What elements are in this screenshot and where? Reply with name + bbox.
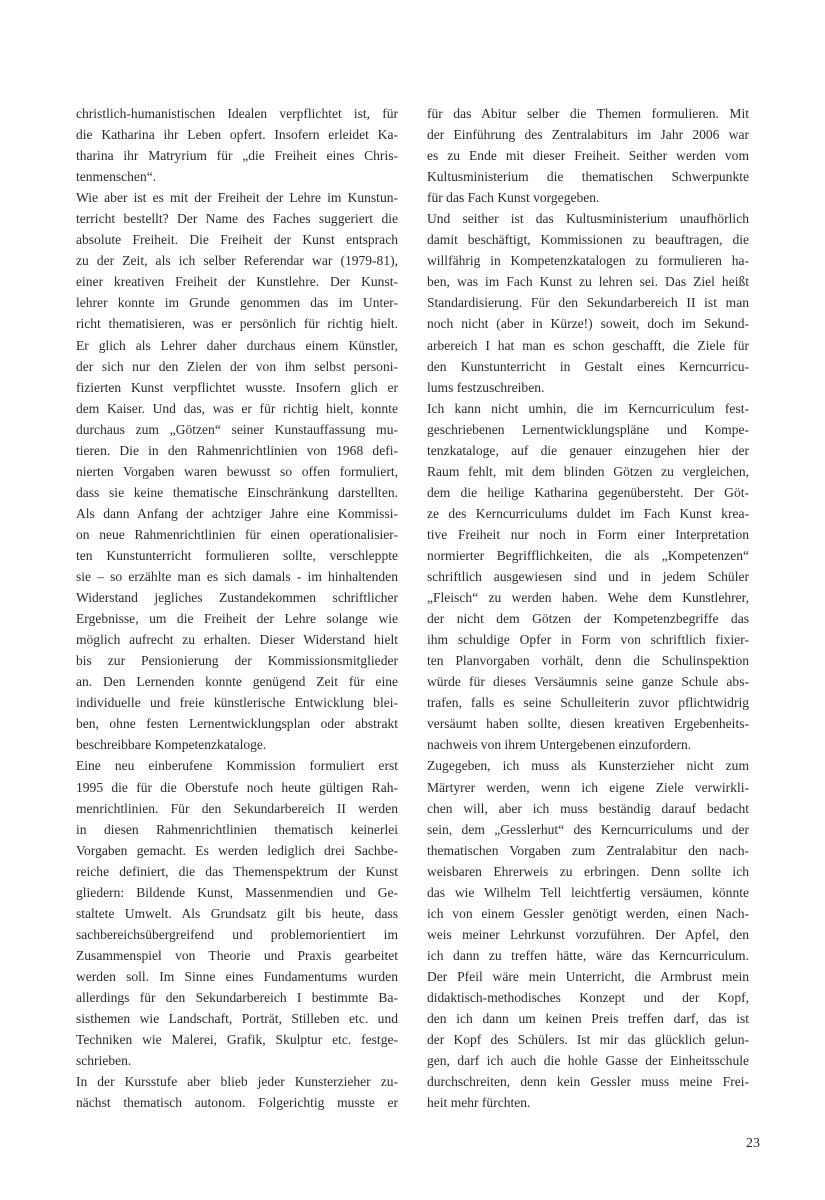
text-line: sachbereichsübergreifend und problemorientiert im: [76, 926, 398, 942]
text-line: gen, darf ich auch die hohle Gasse der Einheitsschule: [427, 1053, 749, 1069]
text-line: Als dann Anfang der achtziger Jahre eine Kommissi-: [76, 505, 398, 521]
text-line: lehrer konnte im Grunde genommen das im Unter-: [76, 295, 398, 311]
text-line: in diesen Rahmenrichtlinien thematisch keinerlei: [76, 821, 398, 837]
text-line: der Einführung des Zentralabiturs im Jahr 2006 war: [427, 127, 749, 143]
text-line: arbereich I hat man es schon geschafft, die Ziele für: [427, 337, 749, 353]
text-line: normierter Begrifflichkeiten, die als „Kompetenzen“: [427, 547, 749, 563]
text-line: beschreibbare Kompetenzkataloge.: [76, 737, 267, 753]
text-line: den ich dann um keinen Preis treffen darf, das ist: [427, 1011, 749, 1027]
text-line: Und seither ist das Kultusministerium unaufhörlich: [427, 211, 749, 227]
text-line: tieren. Die in den Rahmenrichtlinien von 1968 defi-: [76, 442, 398, 458]
text-line: sie – so erzählte man es sich damals - im hinhaltenden: [76, 569, 398, 585]
text-line: Kultusministerium die thematischen Schwerpunkte: [427, 169, 749, 185]
text-line: zu der Zeit, als ich selber Referendar war (1979-81),: [76, 253, 398, 269]
text-line: staltete Umwelt. Als Grundsatz gilt bis heute, dass: [76, 905, 398, 921]
text-line: Techniken wie Malerei, Grafik, Skulptur etc. festge-: [76, 1032, 398, 1048]
text-line: dass sie keine thematische Einschränkung darstellten.: [76, 484, 398, 500]
text-line: on neue Rahmenrichtlinien für einen operationalisier-: [76, 526, 398, 542]
text-line: Märtyrer werden, wenn ich eigene Ziele verwirkli-: [427, 779, 749, 795]
text-line: richt thematisieren, was er persönlich für richtig hielt.: [76, 316, 398, 332]
text-line: möglich aufrecht zu erhalten. Dieser Widerstand hielt: [76, 632, 398, 648]
text-line: Ich kann nicht umhin, die im Kerncurriculum fest-: [427, 400, 749, 416]
text-line: christlich-humanistischen Idealen verpflichtet ist, für: [76, 106, 398, 121]
text-line: durchschreiten, denn kein Gessler muss meine Frei-: [427, 1074, 749, 1090]
text-line: sein, dem „Gesslerhut“ des Kerncurriculums und der: [427, 821, 749, 837]
text-line: thematischen Vorgaben zum Zentralabitur den nach-: [427, 842, 749, 858]
text-line: dem Kaiser. Und das, was er für richtig hielt, konnte: [76, 400, 398, 416]
text-line: fizierten Kunst verpflichtet wusste. Insofern glich er: [76, 379, 398, 395]
text-line: nachweis von ihrem Untergebenen einzufordern.: [427, 737, 692, 753]
text-line: die Katharina ihr Leben opfert. Insofern erleidet Ka-: [76, 127, 398, 143]
text-line: der Kopf des Schülers. Ist mir das glücklich gelun-: [427, 1032, 749, 1048]
text-line: allerdings für den Sekundarbereich I bestimmte Ba-: [76, 989, 398, 1005]
text-line: willfährig in Kompetenzkatalogen zu formulieren ha-: [427, 253, 749, 269]
text-line: sisthemen wie Landschaft, Porträt, Stilleben etc. und: [76, 1011, 398, 1027]
text-line: lums festzuschreiben.: [427, 379, 545, 395]
text-line: chen will, aber ich muss beständig darauf bedacht: [427, 800, 749, 816]
text-line: damit beschäftigt, Kommissionen zu beauftragen, die: [427, 232, 749, 248]
text-line: gliedern: Bildende Kunst, Massenmendien und Ge-: [76, 884, 398, 900]
text-line: „Fleisch“ zu werden haben. Wehe dem Kunstlehrer,: [427, 590, 749, 606]
text-line: würde für dieses Versäumnis seine ganze Schule abs-: [427, 674, 749, 690]
text-line: für das Fach Kunst vorgegeben.: [427, 190, 600, 206]
text-line: reiche definiert, die das Themenspektrum der Kunst: [76, 863, 398, 879]
text-line: ten Planvorgaben vorhält, denn die Schulinspektion: [427, 653, 749, 669]
text-line: tenzkataloge, auf die genauer einzugehen hier der: [427, 442, 749, 458]
text-line: bis zur Pensionierung der Kommissionsmitglieder: [76, 653, 398, 669]
text-line: der sich nur den Zielen der von ihm selbst personi-: [76, 358, 398, 374]
text-line: ben, ohne festen Lernentwicklungsplan oder abstrakt: [76, 716, 398, 732]
text-line: das wie Wilhelm Tell leichtfertig versäumen, könnte: [427, 884, 749, 900]
text-line: heit mehr fürchten.: [427, 1095, 531, 1111]
text-line: ten Kunstunterricht formulieren sollte, verschleppte: [76, 547, 398, 563]
text-line: geschriebenen Lernentwicklungspläne und Kompe-: [427, 421, 749, 437]
text-line: werden soll. Im Sinne eines Fundamentums wurden: [76, 968, 398, 984]
text-line: an. Den Lernenden konnte genügend Zeit für eine: [76, 674, 398, 690]
text-line: schrieben.: [76, 1053, 132, 1069]
text-column-left: [76, 103, 398, 1113]
text-line: nierten Vorgaben waren bewusst so offen formuliert,: [76, 463, 398, 479]
text-line: weis meiner Lehrkunst vorzuführen. Der Apfel, den: [427, 926, 749, 942]
text-line: Zusammenspiel von Theorie und Praxis gearbeitet: [76, 947, 398, 963]
text-line: Standardisierung. Für den Sekundarbereich II ist man: [427, 295, 749, 311]
text-line: ich dann zu treffen hätte, wäre das Kerncurriculum.: [427, 947, 749, 963]
text-line: menrichtlinien. Für den Sekundarbereich II werden: [76, 800, 398, 816]
text-line: Wie aber ist es mit der Freiheit der Lehre im Kunstun-: [76, 190, 398, 206]
text-line: den Kunstunterricht in Gestalt eines Kerncurricu-: [427, 358, 749, 374]
text-line: ich von einem Gessler genötigt werden, einen Nach-: [427, 905, 749, 921]
text-line: nächst thematisch autonom. Folgerichtig musste er: [76, 1095, 398, 1111]
text-line: schriftlich ausgewiesen sind und in jedem Schüler: [427, 569, 749, 585]
text-line: tharina ihr Matryrium für „die Freiheit eines Chris-: [76, 148, 398, 164]
text-line: ben, was im Fach Kunst zu lehren sei. Das Ziel heißt: [427, 274, 749, 290]
text-line: tive Freiheit nur noch in Form einer Interpretation: [427, 526, 749, 542]
text-line: Ergebnisse, um die Freiheit der Lehre solange wie: [76, 611, 398, 627]
text-line: versäumt haben sollte, diesen kreativen Ergebenheits-: [427, 716, 749, 732]
text-line: trafen, falls es seine Schulleiterin zuvor pflichtwidrig: [427, 695, 749, 711]
text-line: tenmenschen“.: [76, 169, 157, 185]
text-line: In der Kursstufe aber blieb jeder Kunsterzieher zu-: [76, 1074, 398, 1090]
text-line: terricht bestellt? Der Name des Faches suggeriert die: [76, 211, 398, 227]
text-line: Widerstand jegliches Zustandekommen schriftlicher: [76, 590, 398, 606]
text-line: individuelle und freie künstlerische Entwicklung blei-: [76, 695, 398, 711]
text-line: noch nicht (aber in Kürze!) soweit, doch im Sekund-: [427, 316, 749, 332]
text-line: weisbaren Ehrerweis zu erbringen. Denn sollte ich: [427, 863, 749, 879]
text-line: dem die heilige Katharina gegenübersteht. Der Göt-: [427, 484, 749, 500]
text-line: Vorgaben gemacht. Es werden lediglich drei Sachbe-: [76, 842, 398, 858]
text-line: 1995 die für die Oberstufe noch heute gültigen Rah-: [76, 779, 398, 795]
text-line: Zugegeben, ich muss als Kunsterzieher nicht zum: [427, 758, 749, 774]
text-line: didaktisch-methodisches Konzept und der Kopf,: [427, 989, 749, 1005]
text-column-right: [427, 103, 749, 1113]
page-number: 23: [746, 1136, 760, 1151]
text-line: es zu Ende mit dieser Freiheit. Seither werden vom: [427, 148, 749, 164]
text-line: ihm schuldige Opfer in Form von schriftlich fixier-: [427, 632, 749, 648]
text-line: der nicht dem Götzen der Kompetenzbegriffe das: [427, 611, 749, 627]
text-line: Raum fehlt, mit dem blinden Götzen zu vergleichen,: [427, 463, 749, 479]
text-line: absolute Freiheit. Die Freiheit der Kunst entsprach: [76, 232, 398, 248]
text-line: Der Pfeil wäre mein Unterricht, die Armbrust mein: [427, 968, 749, 984]
text-line: für das Abitur selber die Themen formulieren. Mit: [427, 106, 749, 121]
text-line: einer kreativen Freiheit der Kunstlehre. Der Kunst-: [76, 274, 398, 290]
text-line: Er glich als Lehrer daher durchaus einem Künstler,: [76, 337, 398, 353]
text-line: ze des Kerncurriculums duldet im Fach Kunst krea-: [427, 505, 749, 521]
text-line: Eine neu einberufene Kommission formuliert erst: [76, 758, 398, 774]
text-line: durchaus zum „Götzen“ seiner Kunstauffassung mu-: [76, 421, 398, 437]
